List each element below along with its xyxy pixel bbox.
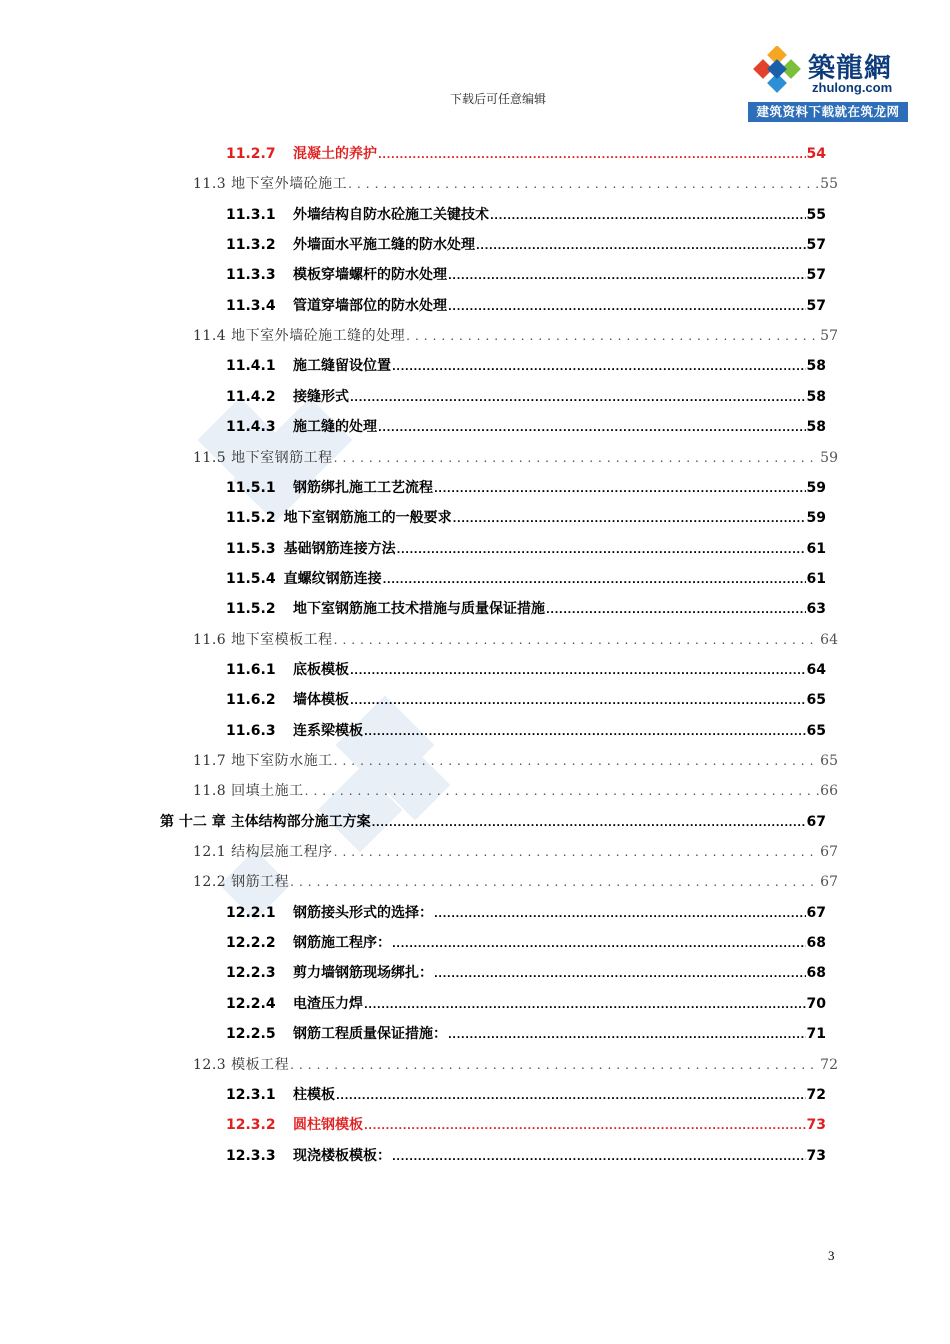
toc-entry-title: 地下室钢筋施工的一般要求 (283, 510, 452, 526)
toc-entry-number: 12.3.1 (226, 1087, 276, 1103)
toc-entry[interactable] (226, 475, 826, 499)
toc-entry-title: 12.1 结构层施工程序 (193, 844, 333, 860)
toc-entry-page: 65 (820, 753, 838, 769)
toc-entry-title: 11.7 地下室防水施工 (193, 753, 333, 769)
toc-entry-page: 57 (806, 237, 826, 253)
toc-entry[interactable] (226, 657, 826, 681)
toc-entry-number: 12.2.1 (226, 905, 276, 921)
toc-entry[interactable] (193, 445, 838, 469)
toc-entry-title: 11.6 地下室模板工程 (193, 632, 333, 648)
toc-entry-page: 59 (806, 510, 826, 526)
toc-entry-title: 钢筋工程质量保证措施： (293, 1026, 447, 1042)
toc-entry-title: 剪力墙钢筋现场绑扎： (293, 965, 433, 981)
toc-entry[interactable] (226, 1082, 826, 1106)
toc-entry-number: 11.3.4 (226, 298, 276, 314)
logo-slogan: 建筑资料下载就在筑龙网 (748, 102, 908, 122)
toc-dot-leader (290, 1052, 819, 1077)
toc-entry-page: 70 (806, 996, 826, 1012)
toc-entry-title: 钢筋施工程序： (293, 935, 391, 951)
toc-dot-leader (397, 536, 806, 563)
toc-entry-page: 65 (806, 723, 826, 739)
toc-entry-number: 11.4.1 (226, 358, 276, 374)
toc-entry-title: 外墙结构自防水砼施工关键技术 (293, 207, 489, 223)
toc-entry-title: 地下室钢筋施工技术措施与质量保证措施 (293, 601, 545, 617)
toc-entry-page: 68 (806, 935, 826, 951)
toc-dot-leader (305, 778, 820, 803)
toc-entry-page: 68 (806, 965, 826, 981)
toc-entry[interactable] (226, 384, 826, 408)
toc-dot-leader (364, 1112, 806, 1139)
toc-entry-title: 柱模板 (293, 1087, 335, 1103)
toc-entry-page: 67 (806, 814, 826, 830)
toc-dot-leader (378, 141, 806, 168)
toc-dot-leader (334, 445, 820, 470)
toc-entry-title: 现浇楼板模板： (293, 1148, 391, 1164)
toc-dot-leader (490, 202, 806, 229)
toc-entry[interactable] (226, 1143, 826, 1167)
toc-entry[interactable] (193, 323, 838, 347)
toc-entry-number: 11.6.1 (226, 662, 276, 678)
toc-entry[interactable] (226, 353, 826, 377)
toc-entry[interactable] (193, 748, 838, 772)
toc-entry-page: 55 (806, 207, 826, 223)
toc-entry-number: 11.3.3 (226, 267, 276, 283)
toc-entry-page: 57 (806, 267, 826, 283)
toc-entry-title: 钢筋绑扎施工工艺流程 (293, 480, 433, 496)
toc-entry[interactable] (226, 232, 826, 256)
toc-entry[interactable] (193, 627, 838, 651)
toc-entry-title: 施工缝留设位置 (293, 358, 391, 374)
toc-entry-page: 73 (806, 1117, 826, 1133)
toc-entry-title: 基础钢筋连接方法 (283, 541, 396, 557)
toc-entry-number: 12.2.2 (226, 935, 276, 951)
toc-entry-title: 施工缝的处理 (293, 419, 377, 435)
toc-entry[interactable] (226, 202, 826, 226)
toc-dot-leader (334, 839, 820, 864)
toc-entry-number: 12.3.2 (226, 1117, 276, 1133)
toc-entry-page: 71 (806, 1026, 826, 1042)
toc-entry[interactable] (226, 900, 826, 924)
toc-dot-leader (372, 809, 806, 836)
toc-entry[interactable] (226, 960, 826, 984)
toc-dot-leader (364, 718, 806, 745)
toc-entry-title: 12.2 钢筋工程 (193, 874, 290, 890)
toc-entry-page: 65 (806, 692, 826, 708)
toc-entry-number: 11.5.4 (226, 571, 276, 587)
toc-entry[interactable] (193, 839, 838, 863)
toc-entry[interactable] (226, 536, 826, 560)
toc-entry-number: 11.5.3 (226, 541, 276, 557)
toc-entry-title: 混凝土的养护 (293, 146, 377, 162)
toc-entry-title: 接缝形式 (293, 389, 349, 405)
toc-entry-page: 63 (806, 601, 826, 617)
toc-dot-leader (350, 657, 806, 684)
toc-dot-leader (406, 323, 819, 348)
toc-dot-leader (434, 900, 806, 927)
toc-entry-page: 67 (820, 874, 838, 890)
toc-entry-title: 钢筋接头形式的选择： (293, 905, 433, 921)
toc-entry-page: 57 (806, 298, 826, 314)
toc-entry-page: 59 (820, 450, 838, 466)
toc-entry-title: 外墙面水平施工缝的防水处理 (293, 237, 475, 253)
toc-entry[interactable] (226, 718, 826, 742)
toc-dot-leader (350, 384, 806, 411)
toc-entry-title: 11.8 回填土施工 (193, 783, 304, 799)
toc-entry[interactable] (226, 505, 826, 529)
toc-entry-number: 11.5.2 (226, 601, 276, 617)
toc-entry-page: 61 (806, 541, 826, 557)
toc-entry[interactable] (193, 171, 838, 195)
toc-entry-number: 11.6.2 (226, 692, 276, 708)
toc-dot-leader (350, 687, 806, 714)
toc-entry-page: 54 (806, 146, 826, 162)
toc-dot-leader (348, 171, 819, 196)
toc-entry-page: 73 (806, 1148, 826, 1164)
toc-entry[interactable] (226, 1021, 826, 1045)
toc-entry-title: 12.3 模板工程 (193, 1057, 290, 1073)
toc-entry[interactable] (226, 414, 826, 438)
toc-entry[interactable] (226, 687, 826, 711)
toc-entry[interactable] (193, 1052, 838, 1076)
toc-entry-page: 58 (806, 389, 826, 405)
toc-entry-number: 11.5.1 (226, 480, 276, 496)
toc-entry[interactable] (226, 293, 826, 317)
toc-dot-leader (290, 869, 819, 894)
toc-entry[interactable] (226, 1112, 826, 1136)
toc-entry-title: 电渣压力焊 (293, 996, 363, 1012)
toc-entry-number: 12.2.4 (226, 996, 276, 1012)
toc-entry-page: 57 (820, 328, 838, 344)
toc-entry-number: 12.2.5 (226, 1026, 276, 1042)
toc-dot-leader (336, 1082, 806, 1109)
toc-entry-page: 72 (806, 1087, 826, 1103)
toc-entry[interactable] (193, 778, 838, 802)
toc-dot-leader (434, 960, 806, 987)
toc-dot-leader (334, 748, 820, 773)
logo-name-cn: 築龍網 (808, 53, 892, 84)
toc-entry-number: 12.2.3 (226, 965, 276, 981)
toc-dot-leader (392, 1143, 806, 1170)
toc-dot-leader (448, 262, 806, 289)
toc-dot-leader (364, 991, 806, 1018)
toc-entry-number: 11.5.2 (226, 510, 276, 526)
toc-entry-page: 61 (806, 571, 826, 587)
page-number: 3 (828, 1248, 835, 1263)
toc-dot-leader (434, 475, 806, 502)
toc-entry-number: 11.3.2 (226, 237, 276, 253)
toc-dot-leader (383, 566, 806, 593)
toc-entry-page: 64 (820, 632, 838, 648)
toc-dot-leader (546, 596, 806, 623)
toc-dot-leader (334, 627, 820, 652)
toc-entry[interactable] (226, 991, 826, 1015)
toc-entry[interactable] (226, 566, 826, 590)
toc-entry-number: 11.4.2 (226, 389, 276, 405)
toc-entry-page: 72 (820, 1057, 838, 1073)
toc-dot-leader (378, 414, 806, 441)
toc-entry-page: 64 (806, 662, 826, 678)
toc-entry-title: 管道穿墙部位的防水处理 (293, 298, 447, 314)
toc-entry-number: 11.2.7 (226, 146, 276, 162)
toc-dot-leader (392, 930, 806, 957)
toc-entry-page: 59 (806, 480, 826, 496)
toc-entry-page: 67 (806, 905, 826, 921)
toc-entry-page: 55 (820, 176, 838, 192)
toc-dot-leader (392, 353, 806, 380)
toc-entry-title: 连系梁模板 (293, 723, 363, 739)
toc-entry-title: 11.3 地下室外墙砼施工 (193, 176, 348, 192)
toc-entry-number: 11.3.1 (226, 207, 276, 223)
toc-entry[interactable] (226, 596, 826, 620)
zhulong-logo (748, 44, 908, 122)
toc-dot-leader (453, 505, 806, 532)
toc-entry-title: 11.4 地下室外墙砼施工缝的处理 (193, 328, 406, 344)
header-note: 下载后可任意编辑 (449, 92, 546, 106)
toc-entry-number: 12.3.3 (226, 1148, 276, 1164)
toc-entry-title: 底板模板 (293, 662, 349, 678)
toc-dot-leader (448, 293, 806, 320)
toc-dot-leader (448, 1021, 806, 1048)
toc-entry-title: 11.5 地下室钢筋工程 (193, 450, 333, 466)
toc-entry-title: 墙体模板 (293, 692, 349, 708)
logo-domain: zhulong.com (812, 80, 893, 95)
toc-entry-page: 66 (820, 783, 838, 799)
toc-entry-page: 58 (806, 358, 826, 374)
toc-entry-number: 11.6.3 (226, 723, 276, 739)
toc-entry-title: 第 十二 章 主体结构部分施工方案 (160, 814, 371, 830)
toc-entry-page: 67 (820, 844, 838, 860)
toc-entry-title: 直螺纹钢筋连接 (283, 571, 382, 587)
toc-entry-number: 11.4.3 (226, 419, 276, 435)
toc-entry-page: 58 (806, 419, 826, 435)
toc-entry[interactable] (160, 809, 826, 833)
toc-dot-leader (476, 232, 806, 259)
toc-entry-title: 模板穿墙螺杆的防水处理 (293, 267, 447, 283)
toc-entry-title: 圆柱钢模板 (293, 1117, 363, 1133)
toc-entry[interactable] (226, 141, 826, 165)
toc-entry[interactable] (226, 930, 826, 954)
toc-entry[interactable] (193, 869, 838, 893)
toc-entry[interactable] (226, 262, 826, 286)
